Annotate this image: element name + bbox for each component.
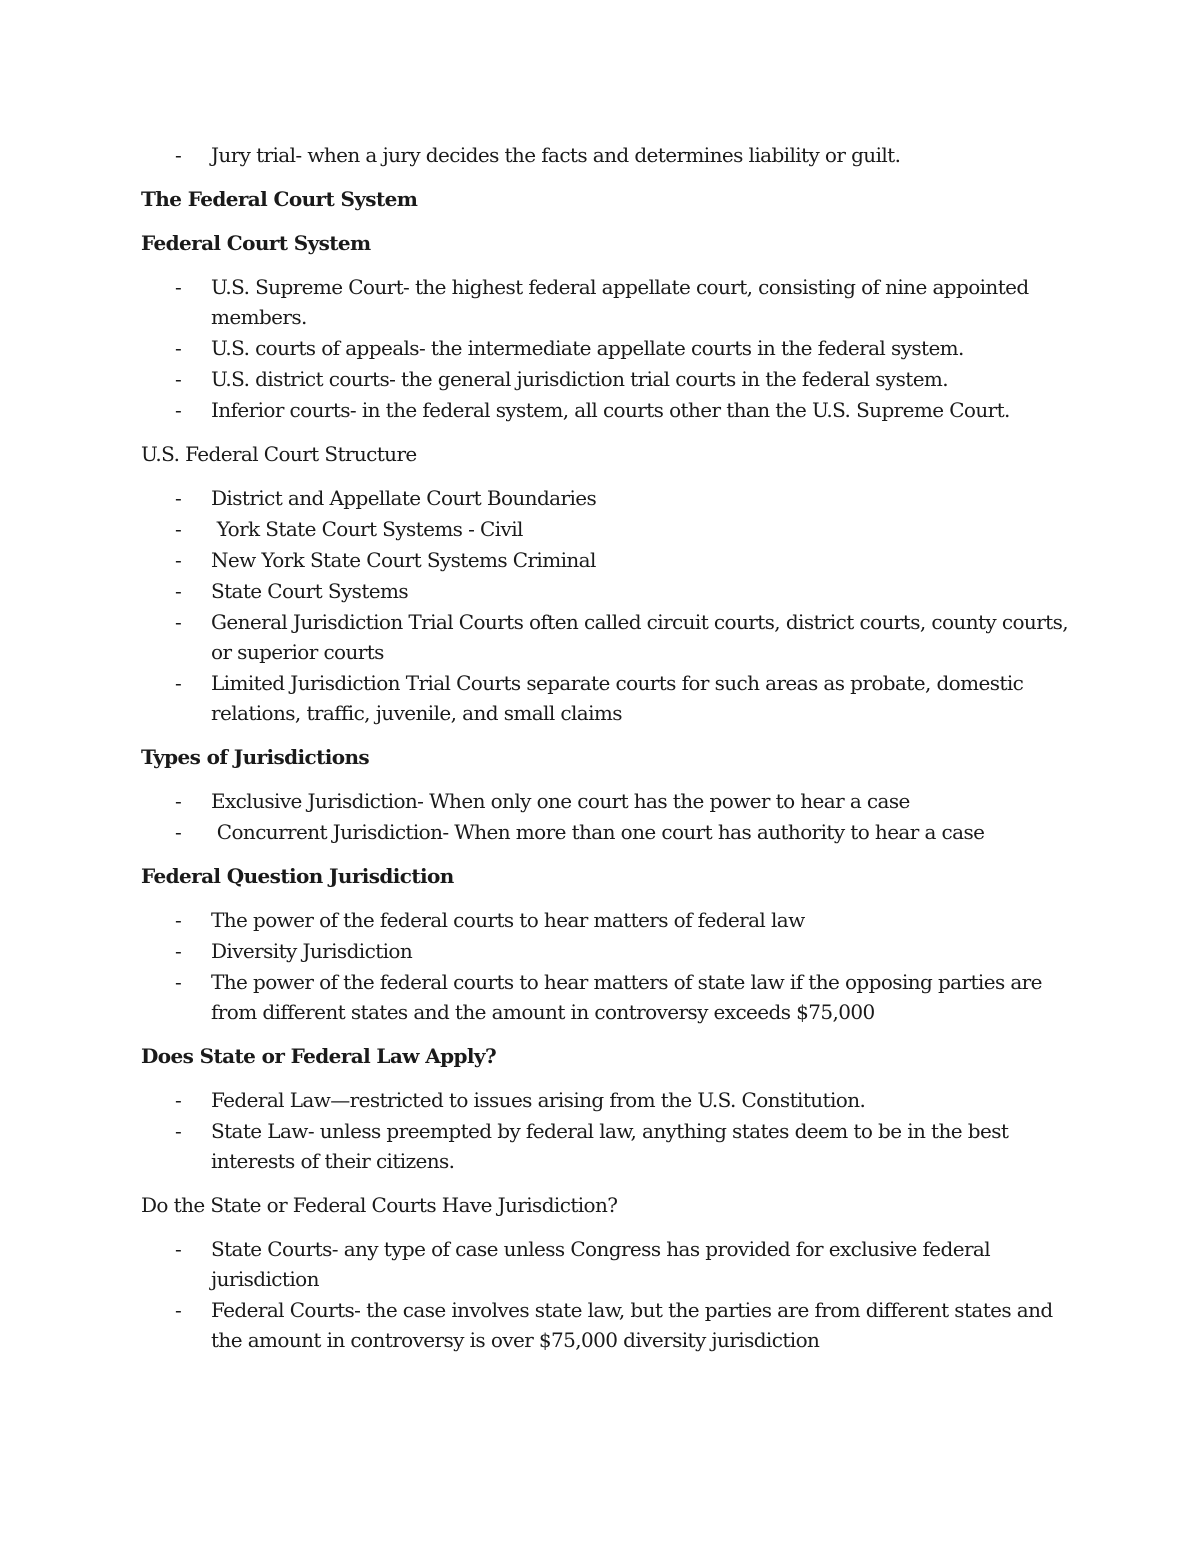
list-item-text: State Court Systems	[211, 579, 409, 603]
list-item	[141, 786, 1071, 816]
list-item	[141, 1234, 1071, 1294]
list-item	[141, 967, 1071, 1027]
list-item-text: The power of the federal courts to hear matters of state law if the opposing parties are from different states and the amount in controversy exceeds $75,000	[211, 970, 1048, 1024]
dash-bullet: -	[175, 548, 182, 572]
list-item-text: General Jurisdiction Trial Courts often called circuit courts, district courts, county courts, or superior courts	[211, 610, 1074, 664]
list-item	[141, 1085, 1071, 1115]
list-item	[141, 1116, 1071, 1176]
list-item	[141, 936, 1071, 966]
list-item-text: Limited Jurisdiction Trial Courts separate courts for such areas as probate, domestic relations, traffic, juvenile, and small claims	[211, 671, 1029, 725]
section-list	[141, 1085, 1071, 1176]
dash-bullet: -	[175, 336, 182, 360]
dash-bullet: -	[175, 671, 182, 695]
list-item	[141, 483, 1071, 513]
list-item-text: Federal Courts- the case involves state law, but the parties are from different states and the amount in controversy is over $75,000 diversity jurisdiction	[211, 1298, 1059, 1352]
list-item-text: Jury trial- when a jury decides the facts and determines liability or guilt.	[211, 143, 901, 167]
section-heading: Federal Court System	[141, 231, 371, 255]
intro-list	[141, 140, 1071, 170]
sections-container	[141, 184, 1074, 1355]
dash-bullet: -	[175, 143, 182, 167]
list-item-text: District and Appellate Court Boundaries	[211, 486, 597, 510]
dash-bullet: -	[175, 970, 182, 994]
list-item-text: Inferior courts- in the federal system, all courts other than the U.S. Supreme Court.	[211, 398, 1010, 422]
section-list	[141, 786, 1071, 847]
dash-bullet: -	[175, 367, 182, 391]
list-item-text: Diversity Jurisdiction	[211, 939, 413, 963]
section-list	[141, 905, 1071, 1027]
list-item	[141, 817, 1071, 847]
dash-bullet: -	[175, 789, 182, 813]
list-item	[141, 545, 1071, 575]
section-heading: U.S. Federal Court Structure	[141, 442, 417, 466]
list-item-text: New York State Court Systems Criminal	[211, 548, 596, 572]
list-item-text: U.S. courts of appeals- the intermediate appellate courts in the federal system.	[211, 336, 964, 360]
list-item-text: Concurrent Jurisdiction- When more than one court has authority to hear a case	[211, 820, 985, 844]
list-item	[141, 576, 1071, 606]
list-item	[141, 364, 1071, 394]
list-item-text: Federal Law—restricted to issues arising from the U.S. Constitution.	[211, 1088, 866, 1112]
dash-bullet: -	[175, 486, 182, 510]
section-list	[141, 272, 1071, 425]
dash-bullet: -	[175, 610, 182, 634]
list-item-text: State Law- unless preempted by federal law, anything states deem to be in the best interests of their citizens.	[211, 1119, 1015, 1173]
list-item	[141, 1295, 1071, 1355]
section-heading: Does State or Federal Law Apply?	[141, 1044, 497, 1068]
document-page	[141, 140, 1074, 1369]
list-item-text: Exclusive Jurisdiction- When only one court has the power to hear a case	[211, 789, 910, 813]
list-item-text: State Courts- any type of case unless Congress has provided for exclusive federal jurisdiction	[211, 1237, 996, 1291]
list-item	[141, 272, 1071, 332]
section-heading: Types of Jurisdictions	[141, 745, 370, 769]
dash-bullet: -	[175, 820, 182, 844]
dash-bullet: -	[175, 1088, 182, 1112]
dash-bullet: -	[175, 579, 182, 603]
list-item	[141, 668, 1071, 728]
list-item	[141, 514, 1071, 544]
dash-bullet: -	[175, 1298, 182, 1322]
dash-bullet: -	[175, 275, 182, 299]
list-item	[141, 333, 1071, 363]
list-item-text: York State Court Systems - Civil	[211, 517, 523, 541]
section-list	[141, 483, 1074, 728]
list-item	[141, 905, 1071, 935]
section-heading: The Federal Court System	[141, 187, 418, 211]
dash-bullet: -	[175, 908, 182, 932]
list-item-text: U.S. district courts- the general jurisdiction trial courts in the federal system.	[211, 367, 949, 391]
section-list	[141, 1234, 1071, 1355]
section-heading: Federal Question Jurisdiction	[141, 864, 454, 888]
list-item	[141, 140, 1071, 170]
dash-bullet: -	[175, 1237, 182, 1261]
list-item	[141, 607, 1074, 667]
dash-bullet: -	[175, 939, 182, 963]
dash-bullet: -	[175, 517, 182, 541]
dash-bullet: -	[175, 398, 182, 422]
dash-bullet: -	[175, 1119, 182, 1143]
list-item	[141, 395, 1071, 425]
list-item-text: The power of the federal courts to hear matters of federal law	[211, 908, 805, 932]
list-item-text: U.S. Supreme Court- the highest federal appellate court, consisting of nine appointed members.	[211, 275, 1035, 329]
section-heading: Do the State or Federal Courts Have Jurisdiction?	[141, 1193, 618, 1217]
